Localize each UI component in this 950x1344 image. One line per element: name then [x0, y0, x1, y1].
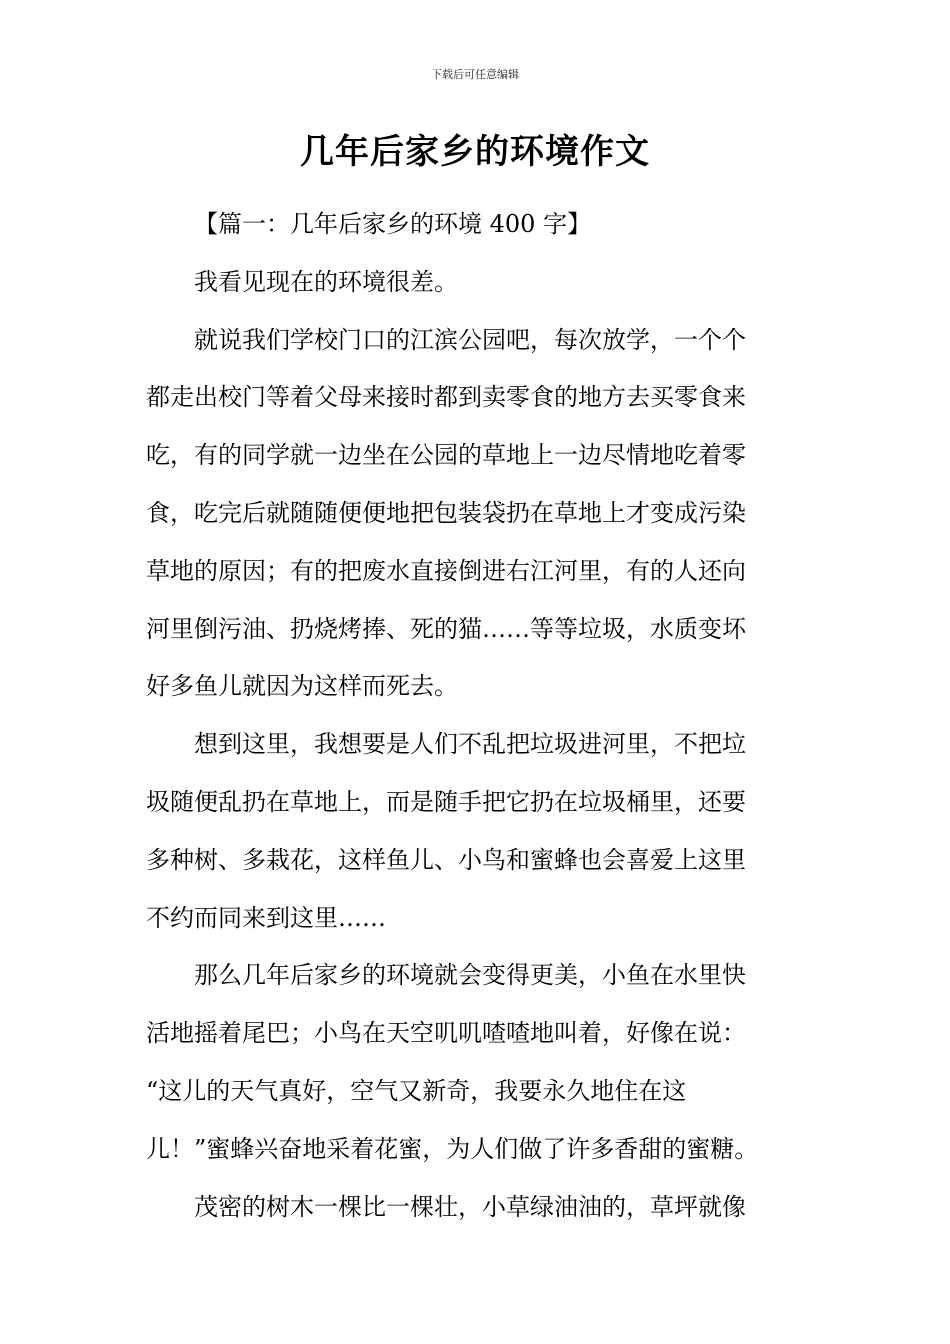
text-line: 圾随便乱扔在草地上，而是随手把它扔在垃圾桶里，还要: [146, 787, 746, 816]
text-line: 食，吃完后就随随便便地把包装袋扔在草地上才变成污染: [146, 498, 746, 527]
paragraph-5: [146, 1179, 806, 1237]
text-line: 河里倒污油、扔烧烤捧、死的猫……等等垃圾，水质变坏: [146, 614, 746, 643]
text-line: 多种树、多栽花，这样鱼儿、小鸟和蜜蜂也会喜爱上这里: [146, 845, 746, 874]
text-line: 不约而同来到这里……: [146, 903, 386, 932]
text-line: 那么几年后家乡的环境就会变得更美，小鱼在水里快: [194, 961, 746, 990]
paragraph-4: [146, 947, 806, 1178]
paragraph-section-heading: [146, 196, 806, 254]
paragraph-3: [146, 716, 806, 947]
text-line: 【篇一：几年后家乡的环境 400 字】: [194, 210, 592, 238]
text-line: 就说我们学校门口的江滨公园吧，每次放学，一个个: [194, 325, 746, 354]
text-line: 想到这里，我想要是人们不乱把垃圾进河里，不把垃: [194, 730, 746, 759]
document-body: [146, 196, 806, 1236]
text-line: 我看见现在的环境很差。: [194, 267, 458, 296]
text-line: 活地摇着尾巴；小鸟在天空叽叽喳喳地叫着，好像在说：: [146, 1019, 746, 1048]
text-line: 好多鱼儿就因为这样而死去。: [146, 672, 458, 701]
text-line: 草地的原因；有的把废水直接倒进右江河里，有的人还向: [146, 556, 746, 585]
text-line: 茂密的树木一棵比一棵壮，小草绿油油的，草坪就像: [194, 1192, 746, 1221]
text-line: 吃，有的同学就一边坐在公园的草地上一边尽情地吃着零: [146, 441, 746, 470]
document-title: 几年后家乡的环境作文: [300, 132, 650, 172]
text-line: 都走出校门等着父母来接时都到卖零食的地方去买零食来: [146, 383, 746, 412]
text-line: 儿！”蜜蜂兴奋地采着花蜜，为人们做了许多香甜的蜜糖。: [146, 1134, 759, 1163]
header-note: 下载后可任意编辑: [431, 68, 519, 81]
paragraph-2: [146, 312, 806, 717]
text-line: “这儿的天气真好，空气又新奇，我要永久地住在这: [146, 1076, 687, 1105]
paragraph-1: [146, 254, 806, 312]
